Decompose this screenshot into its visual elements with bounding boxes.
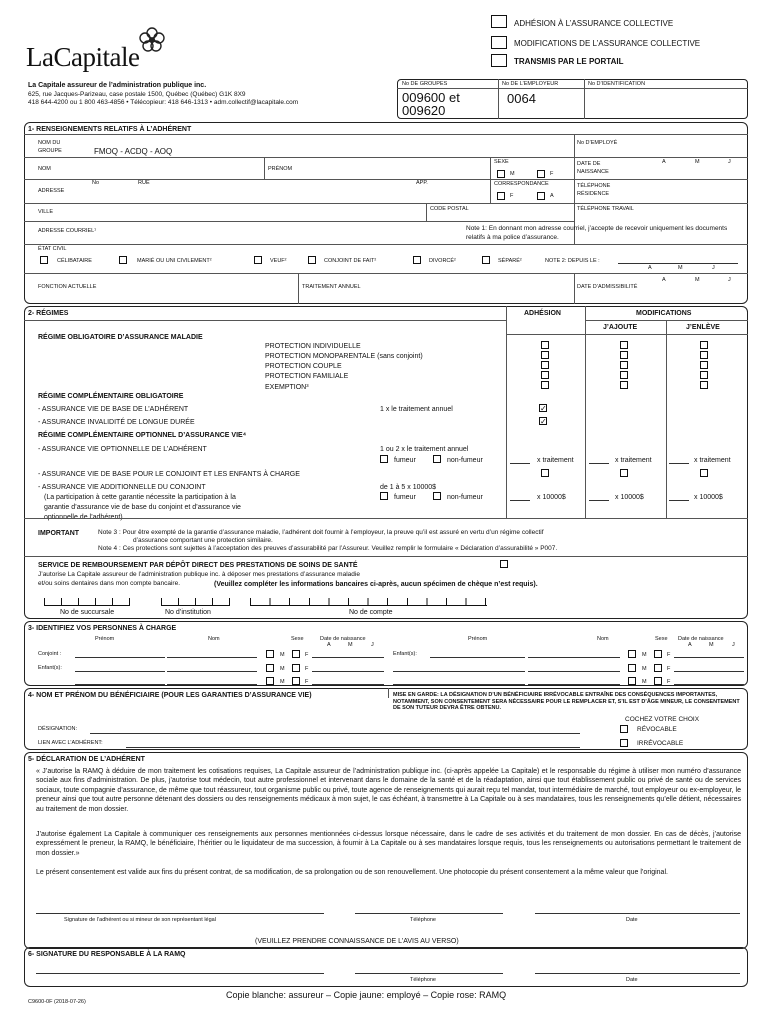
separe-checkbox[interactable]: [482, 256, 490, 264]
note2-label: NOTE 2: DEPUIS LE :: [545, 258, 600, 264]
nom-groupe-label: NOM DU GROUPE: [38, 140, 62, 154]
company-address: 625, rue Jacques-Parizeau, case postale 1500, Québec (Québec) G1K 8X9: [28, 91, 246, 98]
comp-opt-title: RÉGIME COMPLÉMENTAIRE OPTIONNEL D’ASSURANCE VIE⁴: [38, 432, 247, 439]
enleve-couple[interactable]: [700, 361, 708, 369]
service-title: SERVICE DE REMBOURSEMENT PAR DÉPÔT DIRECT DES PRESTATIONS DE SOINS DE SANTÉ: [38, 562, 358, 569]
vie-add-non-fumeur[interactable]: [433, 492, 441, 500]
no-employeur-value[interactable]: 0064: [507, 91, 536, 106]
designation-label: DÉSIGNATION:: [38, 726, 78, 732]
marie-checkbox[interactable]: [119, 256, 127, 264]
succursale-field[interactable]: [44, 598, 130, 606]
modifications-label: MODIFICATIONS DE L’ASSURANCE COLLECTIVE: [514, 39, 701, 48]
courriel-label: ADRESSE COURRIEL¹: [38, 228, 97, 234]
divorce-checkbox[interactable]: [413, 256, 421, 264]
date-admissibilite-label: DATE D’ADMISSIBILITÉ: [577, 284, 638, 290]
form-code: C9600-0F (2018-07-26): [28, 999, 86, 1005]
vie-opt-non-fumeur[interactable]: [433, 455, 441, 463]
app-label: APP.: [416, 180, 428, 186]
modifications-header: MODIFICATIONS: [636, 310, 692, 317]
compte-field[interactable]: [250, 598, 487, 606]
enleve-exemption[interactable]: [700, 381, 708, 389]
date-line[interactable]: [535, 913, 740, 914]
dep-r2-f[interactable]: [654, 664, 662, 672]
comp-oblig-title: RÉGIME COMPLÉMENTAIRE OBLIGATOIRE: [38, 393, 184, 400]
rue-label: RUE: [138, 180, 150, 186]
s2-title: 2- RÉGIMES: [28, 310, 69, 317]
dep-r3-f[interactable]: [654, 677, 662, 685]
ajoute-familiale[interactable]: [620, 371, 628, 379]
telephone-line[interactable]: [355, 913, 503, 914]
s1-title: 1- RENSEIGNEMENTS RELATIFS À L’ADHÉRENT: [28, 126, 192, 133]
dep-r3-m[interactable]: [628, 677, 636, 685]
regime-obligatoire-title: RÉGIME OBLIGATOIRE D’ASSURANCE MALADIE: [38, 334, 203, 341]
code-postal-label: CODE POSTAL: [430, 206, 469, 212]
note1: Note 1: En donnant mon adresse courriel, j’accepte de recevoir uniquement les documents relatifs à ma police d’assurance.: [466, 225, 728, 241]
ajoute-vie-conjoint[interactable]: [620, 469, 628, 477]
correspondance-f-checkbox[interactable]: [497, 192, 505, 200]
avis-verso: (VEUILLEZ PRENDRE CONNAISSANCE DE L’AVIS AU VERSO): [255, 938, 459, 945]
signature-line[interactable]: [36, 913, 324, 914]
sexe-label: SEXE: [494, 159, 509, 165]
no-employeur-label: No DE L’EMPLOYEUR: [502, 81, 559, 87]
institution-field[interactable]: [161, 598, 230, 606]
adhesion-header: ADHÉSION: [524, 310, 561, 317]
ajoute-header: J’AJOUTE: [603, 324, 638, 331]
portail-checkbox[interactable]: [491, 54, 507, 67]
enleve-vie-conjoint[interactable]: [700, 469, 708, 477]
adh-individuelle[interactable]: [541, 341, 549, 349]
s4-title: 4- NOM ET PRÉNOM DU BÉNÉFICIAIRE (POUR LES GARANTIES D’ASSURANCE VIE): [28, 692, 312, 699]
company-phone: 418 644-4200 ou 1 800 463-4856 • Télécopieur: 418 646-1313 • adm.collectif@lacapitale.com: [28, 99, 299, 106]
portail-label: TRANSMIS PAR LE PORTAIL: [514, 57, 624, 66]
logo-flower-icon: [137, 25, 167, 53]
ramq-telephone-line[interactable]: [355, 973, 503, 974]
no-groupes-label: No DE GROUPES: [402, 81, 448, 87]
tel-residence-label: TÉLÉPHONE RÉSIDENCE: [577, 183, 611, 197]
enleve-individuelle[interactable]: [700, 341, 708, 349]
adh-monoparentale[interactable]: [541, 351, 549, 359]
ajoute-monoparentale[interactable]: [620, 351, 628, 359]
correspondance-label: CORRESPONDANCE: [494, 181, 549, 187]
dep-l3-m[interactable]: [266, 677, 274, 685]
adh-exemption[interactable]: [541, 381, 549, 389]
declaration-p2: J’autorise également La Capitale à communiquer ces renseignements aux personnes mentionnées ci-dessus lorsque nécessaire, dans le cadre de ses activités et du traitement de mon dossier. En cas de décès, j’autorise expressément le preneur, la RAMQ, le bénéficiaire, l’héritier ou le liquidateur de ma succession, à fournir à La Capitale ou à ses mandataires lorsque requis, tous les renseignements ou autorisations permettant le traitement de mon dossier.»: [36, 831, 741, 857]
adresse-label: ADRESSE: [38, 188, 65, 194]
dep-l1-m[interactable]: [266, 650, 274, 658]
no-identification-field[interactable]: [588, 90, 744, 116]
dep-l2-f[interactable]: [292, 664, 300, 672]
sexe-m-checkbox[interactable]: [497, 170, 505, 178]
dep-r2-m[interactable]: [628, 664, 636, 672]
note4: Note 4 : Ces protections sont sujettes à l’acceptation des preuves d’assurabilité par l’Assureur. Veuillez remplir le formulaire « Déclaration d’assurabilité » P007.: [98, 545, 558, 552]
dep-l1-f[interactable]: [292, 650, 300, 658]
important-label: IMPORTANT: [38, 530, 80, 537]
dep-l3-f[interactable]: [292, 677, 300, 685]
fonction-label: FONCTION ACTUELLE: [38, 284, 97, 290]
logo: LaCapitale: [26, 42, 140, 72]
etat-civil-label: ÉTAT CIVIL: [38, 246, 67, 252]
ajoute-individuelle[interactable]: [620, 341, 628, 349]
enfants-label: Enfant(s):: [38, 665, 62, 671]
groupe-value[interactable]: FMOQ - ACDQ - AOQ: [94, 147, 173, 156]
dep-l2-m[interactable]: [266, 664, 274, 672]
ville-label: VILLE: [38, 209, 53, 215]
prenom-label: PRÉNOM: [268, 166, 293, 172]
declaration-p1: « J’autorise la RAMQ à déduire de mon traitement les cotisations requises, La Capitale assureur de l’administration publique inc. (ci-après appelée La Capitale) et le responsable du régime à utiliser mon numéro d’assurance sociale aux fins d’administration. De plus, j’autorise tout médecin, tout autre professionnel et intervenant dans le domaine de la santé et de la réadaptation, ainsi que tout établissement public ou privé de santé ou de services sociaux, toute compagnie d’assurance, de même que tout réassureur, tout organisme public ou privé, toute agence de renseignements qui aurait reçu tel mandat, tout intermédiaire de marché, tout employeur ou ex-employeur, le preneur ainsi que tout autre personne détenant des dossiers ou des renseignements médicaux à mon sujet, le cas échéant, à transmettre à La Capitale ou à ses mandataires, tous les renseignements qu’elle détient, nécessaires au traitement de mon dossier.: [36, 768, 741, 813]
correspondance-a-checkbox[interactable]: [537, 192, 545, 200]
s3-title: 3- IDENTIFIEZ VOS PERSONNES À CHARGE: [28, 625, 177, 632]
adhesion-label: ADHÉSION À L’ASSURANCE COLLECTIVE: [514, 19, 674, 28]
date-naissance-label: DATE DE NAISSANCE: [577, 161, 609, 175]
adh-vie-base-checked[interactable]: ✓: [540, 404, 547, 413]
enleve-header: J’ENLÈVE: [686, 324, 720, 331]
celibataire-checkbox[interactable]: [40, 256, 48, 264]
enleve-familiale[interactable]: [700, 371, 708, 379]
ajoute-couple[interactable]: [620, 361, 628, 369]
ajoute-exemption[interactable]: [620, 381, 628, 389]
service-checkbox[interactable]: [500, 560, 508, 568]
enleve-monoparentale[interactable]: [700, 351, 708, 359]
lien-label: LIEN AVEC L’ADHÉRENT:: [38, 740, 103, 746]
adh-couple[interactable]: [541, 361, 549, 369]
dep-r1-f[interactable]: [654, 650, 662, 658]
adh-familiale[interactable]: [541, 371, 549, 379]
revocable-checkbox[interactable]: [620, 725, 628, 733]
note3: Note 3 : Pour être exempté de la garantie d’assurance maladie, l’adhérent doit fournir à l’employeur, la preuve qu’il est assuré en vertu d’un régime collectif: [98, 529, 544, 536]
nom-label: NOM: [38, 166, 51, 172]
irrevocable-checkbox[interactable]: [620, 739, 628, 747]
no-identification-label: No D’IDENTIFICATION: [588, 81, 646, 87]
declaration-p3: Le présent consentement est valide aux fins du présent contrat, de sa modification, de sa prolongation ou de son renouvellement. Une photocopie du présent consentement a la même valeur que l’original.: [36, 869, 668, 876]
company-name: La Capitale assureur de l’administration publique inc.: [28, 82, 207, 89]
ramq-signature-line[interactable]: [36, 973, 324, 974]
tel-travail-label: TÉLÉPHONE TRAVAIL: [577, 206, 634, 212]
adh-invalidite-checked[interactable]: ✓: [540, 417, 547, 426]
ramq-date-line[interactable]: [535, 973, 740, 974]
dep-r1-m[interactable]: [628, 650, 636, 658]
no-employe-label: No D’EMPLOYÉ: [577, 140, 618, 146]
veuf-checkbox[interactable]: [254, 256, 262, 264]
adhesion-checkbox[interactable]: [491, 15, 507, 28]
no-groupes-value[interactable]: 009600 et 009620: [402, 90, 460, 118]
mise-en-garde: MISE EN GARDE: LA DÉSIGNATION D’UN BÉNÉFICIAIRE IRRÉVOCABLE ENTRAÎNE DES CONSÉQUENCES IMPORTANTES, NOTAMMENT, SON CONSENTEMENT SERA NÉCESSAIRE POUR LE REMPLACER ET, S’IL EST D’ÂGE MINEUR, LE CONSENTEMENT DE SON TUTEUR DEVRA ÊTRE OBTENU.: [393, 692, 740, 711]
vie-add-fumeur[interactable]: [380, 492, 388, 500]
conjoint-fait-checkbox[interactable]: [308, 256, 316, 264]
traitement-label: TRAITEMENT ANNUEL: [302, 284, 361, 290]
modifications-checkbox[interactable]: [491, 36, 507, 49]
vie-opt-fumeur[interactable]: [380, 455, 388, 463]
copies-note: Copie blanche: assureur – Copie jaune: employé – Copie rose: RAMQ: [226, 990, 507, 1000]
sexe-f-checkbox[interactable]: [537, 170, 545, 178]
s5-title: 5- DÉCLARATION DE L’ADHÉRENT: [28, 756, 145, 763]
adh-vie-conjoint[interactable]: [541, 469, 549, 477]
conjoint-label: Conjoint :: [38, 651, 62, 657]
s6-title: 6- SIGNATURE DU RESPONSABLE À LA RAMQ: [28, 951, 186, 958]
